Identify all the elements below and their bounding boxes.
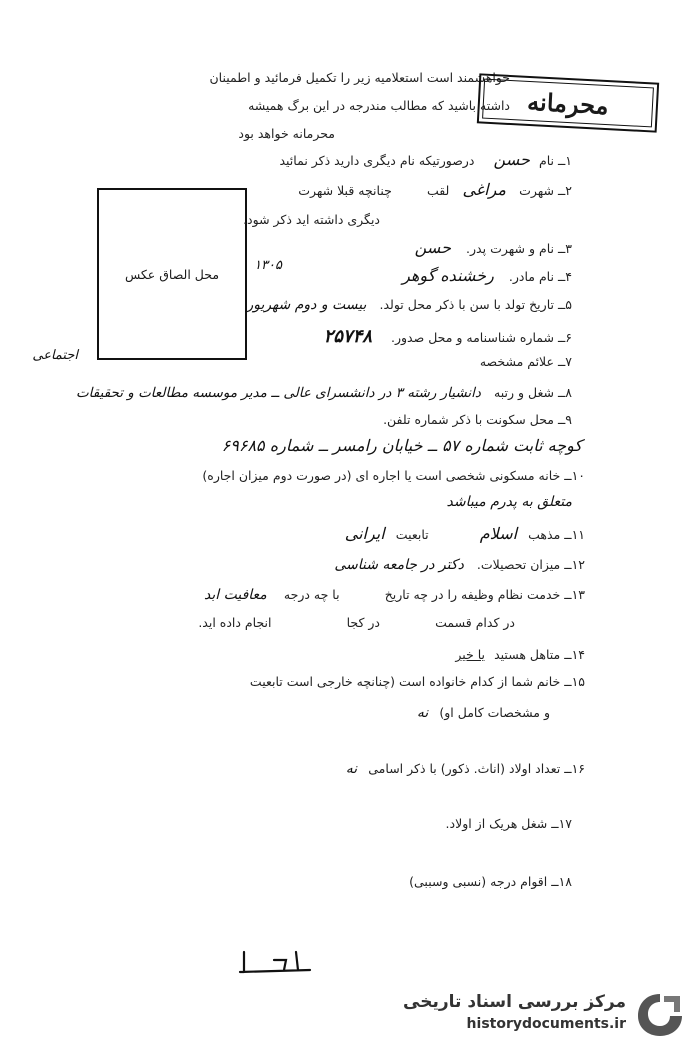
item2-value: مراغی — [462, 180, 506, 199]
header-note-line3: محرمانه خواهد بود — [238, 126, 335, 141]
item2-lagab-label: لقب — [426, 183, 450, 198]
item8-value: دانشیار رشته ۳ در دانشسرای عالی ــ مدیر موسسه مطالعات و تحقیقات — [75, 385, 481, 401]
item14-value: یا خیر — [455, 647, 485, 662]
item10-value: متعلق به پدرم میباشد — [446, 494, 572, 510]
item7-label: ۷ــ علائم مشخصه — [479, 354, 572, 369]
item13-line2 — [198, 612, 515, 631]
header-note-line2: داشته باشید که مطالب مندرجه در این برگ همیشه — [248, 98, 510, 113]
item1-value: حسن — [493, 150, 530, 169]
photo-placeholder-box — [97, 188, 247, 360]
item13-row — [204, 584, 585, 603]
item8-label: ۸ــ شغل و رتبه — [494, 385, 572, 400]
archive-logo — [403, 988, 690, 1040]
item9-value: کوچه ثابت شماره ۵۷ ــ خیابان رامسر ــ شماره ۶۹۶۸۵ — [221, 436, 582, 455]
item2-continuation: دیگری داشته اید ذکر شود. — [243, 212, 380, 227]
archive-emblem-icon — [634, 990, 686, 1038]
item2-row — [298, 180, 572, 199]
item16-row — [346, 758, 585, 777]
item13-line2-c: انجام داده اید. — [198, 615, 272, 630]
archive-logo-text-fa: مرکز بررسی اسناد تاریخی — [403, 992, 626, 1012]
item3-label: ۳ــ نام و شهرت پدر. — [466, 241, 572, 256]
item16-value: نه — [345, 761, 358, 777]
item11-nationality-label: تابعیت — [395, 527, 429, 542]
bottom-handwritten-mark — [238, 948, 318, 978]
item1-suffix: درصورتیکه نام دیگری دارید ذکر نمائید — [279, 153, 475, 168]
item12-label: ۱۲ــ میزان تحصیلات. — [476, 557, 585, 572]
item10-label: ۱۰ــ خانه مسکونی شخصی است یا اجاره ای (در صورت دوم میزان اجاره) — [202, 468, 585, 483]
item11-row — [345, 524, 585, 543]
item4-row — [402, 266, 572, 285]
confidential-stamp — [477, 73, 659, 132]
item16-label: ۱۶ــ تعداد اولاد (اناث. ذکور) با ذکر اسامی — [368, 761, 585, 776]
item15-row2 — [417, 702, 550, 721]
item6-value: ۲۵۷۴۸ — [323, 326, 372, 347]
item5-row — [246, 294, 572, 313]
item14-label: ۱۴ــ متاهل هستید — [494, 647, 585, 662]
item6-row — [324, 326, 572, 347]
item8-row — [76, 382, 572, 401]
photo-placeholder-label: محل الصاق عکس — [124, 266, 220, 282]
item13-label: ۱۳ــ خدمت نظام وظیفه را در چه تاریخ — [384, 587, 585, 602]
item4-label: ۴ــ نام مادر. — [508, 269, 572, 284]
item11-value: اسلام — [479, 524, 518, 543]
item17-label: ۱۷ــ شغل هریک از اولاد. — [445, 816, 572, 831]
item13-rank-label: با چه درجه — [283, 587, 340, 602]
item15-label: ۱۵ــ خانم شما از کدام خانواده است (چنانچه خارجی است تابعیت — [249, 674, 585, 689]
item14-row — [455, 644, 585, 663]
item6-label: ۶ــ شماره شناسنامه و محل صدور. — [391, 330, 572, 345]
item8-margin-note: اجتماعی — [32, 348, 78, 363]
item13-value: معافیت ابد — [204, 587, 267, 603]
archive-logo-url: historydocuments.ir — [466, 1016, 626, 1032]
item12-value: دکتر در جامعه شناسی — [334, 557, 464, 573]
item3-row — [415, 238, 572, 257]
header-note-line1: خواهشمند است استعلامیه زیر را تکمیل فرمائید و اطمینان — [209, 70, 510, 85]
item5-year: ۱۳۰۵ — [254, 258, 282, 273]
item4-value: رخشنده گوهر — [402, 266, 494, 285]
item15-value: نه — [416, 705, 429, 721]
item13-line2-b: در کجا — [346, 615, 380, 630]
item18-label: ۱۸ــ اقوام درجه (نسبی وسببی) — [409, 874, 572, 889]
item2-label: ۲ــ شهرت — [519, 183, 572, 198]
item11-nationality-value: ایرانی — [344, 524, 385, 543]
item5-value: بیست و دوم شهریور — [246, 297, 367, 313]
item12-row — [334, 554, 585, 573]
confidential-stamp-text: محرمانه — [482, 79, 654, 128]
item11-label: ۱۱ــ مذهب — [528, 527, 585, 542]
item15-continuation: و مشخصات کامل او) — [439, 705, 550, 720]
item1-label: ۱ــ نام — [538, 153, 572, 168]
item1-row — [279, 150, 572, 169]
item2-suffix: چنانچه قبلا شهرت — [298, 183, 392, 198]
item3-value: حسن — [414, 238, 451, 257]
item5-label: ۵ــ تاریخ تولد با سن با ذکر محل تولد. — [379, 297, 572, 312]
item13-line2-a: در کدام قسمت — [435, 615, 515, 630]
item9-label: ۹ــ محل سکونت با ذکر شماره تلفن. — [383, 412, 572, 427]
